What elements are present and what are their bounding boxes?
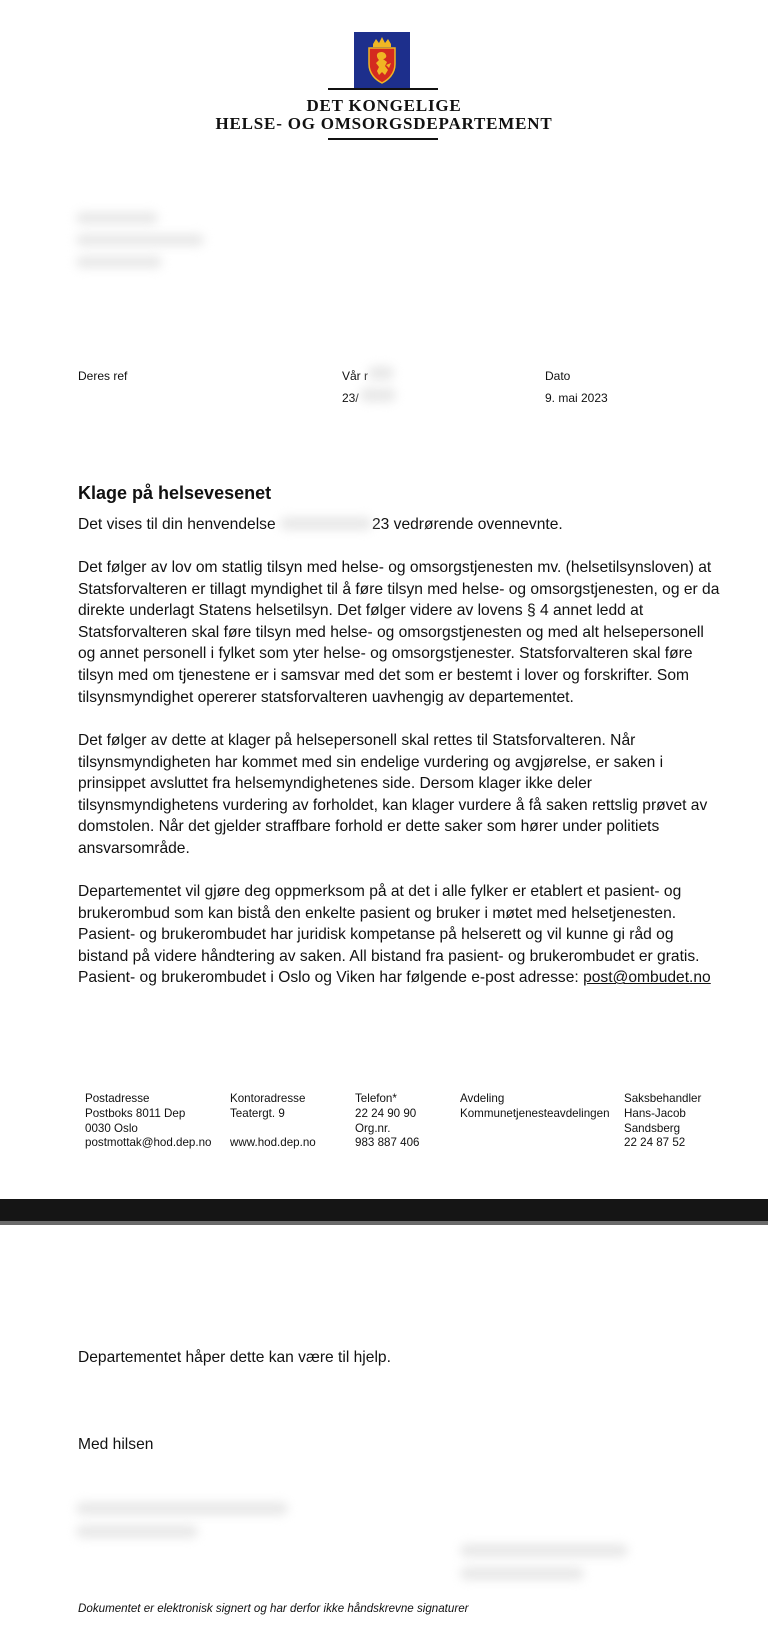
footer-value: Sandsberg [624, 1121, 681, 1135]
paragraph-line-email [78, 967, 738, 989]
paragraph-line: og annet personell i fylket som yter helse- og omsorgstjenester. Statsforvalteren skal føre [78, 645, 693, 663]
closing-line: Departementet håper dette kan være til hjelp. [78, 1349, 391, 1366]
paragraph-2 [78, 730, 738, 860]
dato-label: Dato [545, 369, 571, 383]
intro-date-redacted [280, 517, 372, 530]
paragraph-line: tilsynsmyndigheten har kommet med sin endelige vurdering og avgjørelse, er saken i [78, 753, 664, 771]
page-break-shadow [0, 1221, 768, 1225]
footer-value: Postboks 8011 Dep [85, 1106, 186, 1120]
var-ref-value: 23/ [342, 391, 359, 405]
var-ref-value-redacted [360, 388, 396, 402]
footer-telefon [355, 1092, 419, 1151]
footer-value [230, 1122, 316, 1137]
page-break-divider [0, 1199, 768, 1221]
ombud-email-text: Pasient- og brukerombudet i Oslo og Viken har følgende e-post adresse: [78, 969, 584, 987]
paragraph-line: Departementet vil gjøre deg oppmerksom på at det i alle fylker er etablert et pasient- og [78, 883, 682, 900]
coat-of-arms-lion-icon [354, 32, 410, 88]
ministry-name-line1: DET KONGELIGE [306, 96, 462, 115]
recipient-address-redacted [76, 208, 226, 276]
paragraph-line: Statsforvalteren er tillagt myndighet til å føre tilsyn med helse- og omsorgstjenesten, og er da [78, 580, 720, 598]
deres-ref-label: Deres ref [78, 369, 128, 383]
dato-value: 9. mai 2023 [545, 391, 608, 405]
footer-website: www.hod.dep.no [230, 1136, 316, 1150]
signatory-1-redacted [76, 1498, 296, 1544]
footer-value: 983 887 406 [355, 1136, 420, 1150]
footer-email: postmottak@hod.dep.no [85, 1136, 212, 1150]
paragraph-line: tilsynsmyndighet opererer statsforvalteren uavhengig av departementet. [78, 688, 574, 706]
intro-start: Det vises til din henvendelse [78, 516, 276, 533]
footer-label: Kontoradresse [230, 1092, 306, 1105]
paragraph-line: ansvarsområde. [78, 839, 190, 857]
intro-end: 23 vedrørende ovennevnte. [371, 516, 563, 533]
paragraph-line: direkte underlagt Statens helsetilsyn. Det følger videre av lovens § 4 annet ledd at [78, 602, 644, 620]
footer-label: Postadresse [85, 1092, 150, 1105]
footer-avdeling [460, 1092, 610, 1122]
footer-value: Org.nr. [355, 1121, 391, 1135]
footer-value: Teatergt. 9 [230, 1106, 285, 1120]
footer-label: Telefon* [355, 1092, 397, 1105]
electronic-signature-note: Dokumentet er elektronisk signert og har derfor ikke håndskrevne signaturer [78, 1602, 469, 1615]
var-ref-label: Vår r [342, 369, 369, 383]
paragraph-line: bistand på videre håndtering av saken. All bistand fra pasient- og brukerombudet er gratis. [78, 947, 700, 965]
paragraph-line: Det følger av lov om statlig tilsyn med helse- og omsorgstjenesten mv. (helsetilsynsloven) at [78, 559, 712, 576]
paragraph-line: brukerombud som kan bistå den enkelte pasient og bruker i møtet med helsetjenesten. [78, 904, 677, 922]
footer-value: 0030 Oslo [85, 1121, 138, 1135]
paragraph-line: domstolen. Når det gjelder straffbare forhold er dette saker som hører under politiets [78, 818, 660, 836]
footer-postadresse [85, 1092, 212, 1151]
signatory-2-redacted [460, 1540, 640, 1584]
letterhead-rule-bottom [328, 138, 438, 140]
paragraph-line: tilsynsmyndighetens vurdering av forholdet, kan klager vurdere å få saken rettslig prøvet av [78, 796, 708, 814]
ombud-email-link[interactable]: post@ombudet.no [583, 969, 711, 987]
intro-line [78, 514, 738, 536]
letterhead-rule-top [328, 88, 438, 90]
footer-kontoradresse [230, 1092, 316, 1151]
footer-saksbehandler [624, 1092, 701, 1151]
paragraph-line: Pasient- og brukerombudet har juridisk kompetanse på helserett og vil kunne gi råd og [78, 926, 674, 944]
footer-value: 22 24 90 90 [355, 1106, 417, 1120]
paragraph-line: prinsippet avsluttet fra helsemyndighetenes side. Dersom klager ikke deler [78, 775, 592, 793]
letter-title: Klage på helsevesenet [78, 483, 272, 503]
ministry-name-line2: HELSE- OG OMSORGSDEPARTEMENT [215, 114, 553, 133]
footer-label: Avdeling [460, 1092, 505, 1105]
paragraph-3 [78, 881, 738, 989]
paragraph-line: tilsyn med om tjenestene er i samsvar med det som er bestemt i lover og forskrifter. Som [78, 666, 689, 684]
var-ref-label-redacted [368, 366, 394, 380]
footer-value: Hans-Jacob [624, 1106, 686, 1120]
paragraph-line: Det følger av dette at klager på helsepersonell skal rettes til Statsforvalteren. Når [78, 732, 636, 749]
paragraph-line: Statsforvalteren skal føre tilsyn med helse- og omsorgstjenesten og med alt helsepersonell [78, 623, 704, 641]
greeting: Med hilsen [78, 1436, 154, 1453]
footer-label: Saksbehandler [624, 1092, 702, 1105]
paragraph-1 [78, 557, 738, 708]
footer-value: Kommunetjenesteavdelingen [460, 1106, 610, 1120]
footer-value: 22 24 87 52 [624, 1136, 686, 1150]
